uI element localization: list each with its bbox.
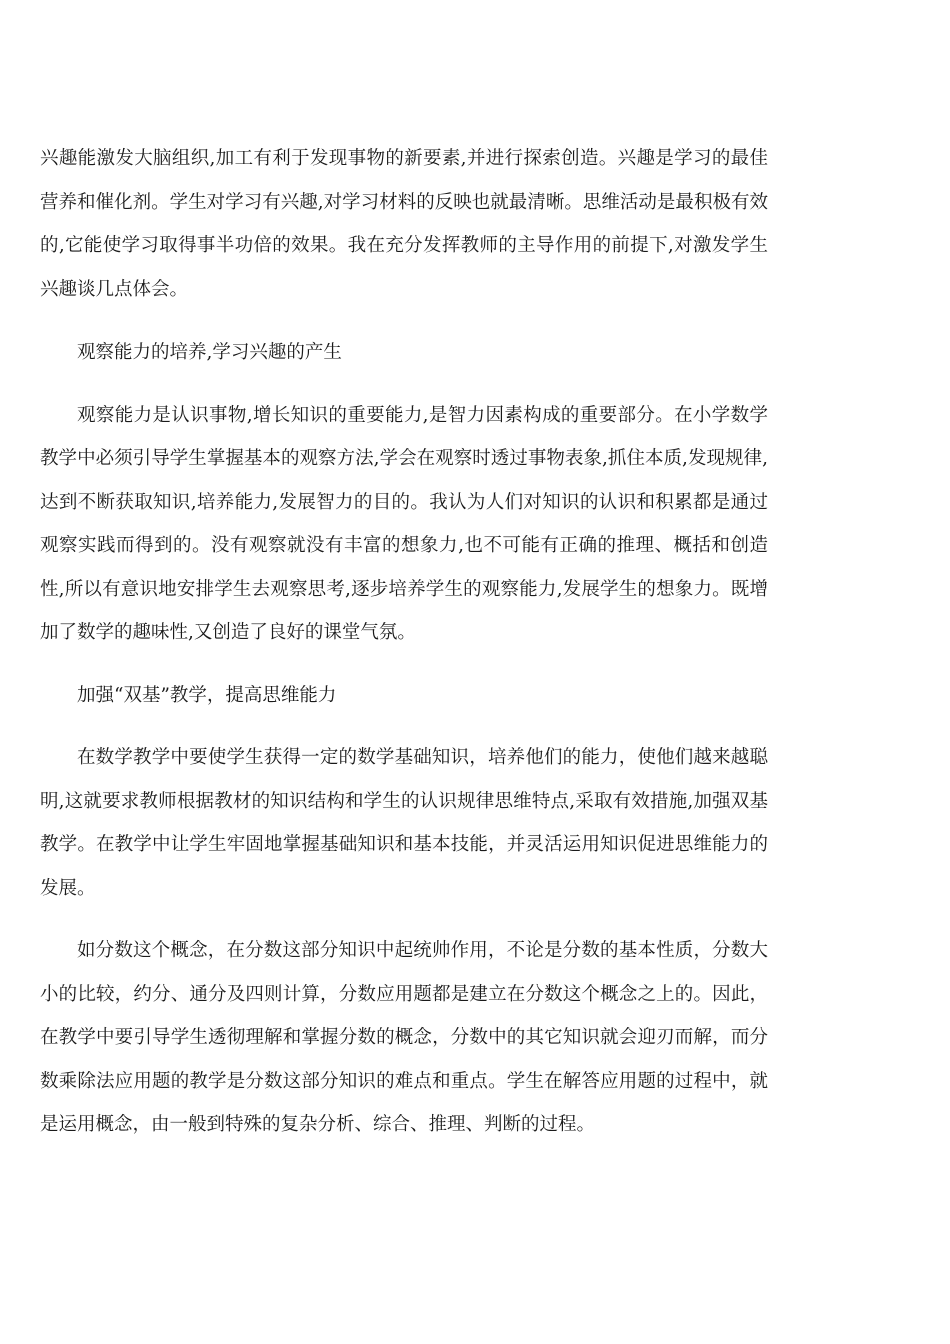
paragraph-intro: 兴趣能激发大脑组织,加工有利于发现事物的新要素,并进行探索创造。兴趣是学习的最佳营养和催化剂。学生对学习有兴趣,对学习材料的反映也就最清晰。思维活动是最积极有效的,它能使学习取得事半功倍的效果。我在充分发挥教师的主导作用的前提下,对激发学生兴趣谈几点体会。 [40, 148, 768, 300]
section-heading-double-basics: 加强“双基”教学，提高思维能力 [77, 684, 337, 706]
paragraph-double-basics: 在数学教学中要使学生获得一定的数学基础知识，培养他们的能力，使他们越来越聪明,这就要求教师根据教材的知识结构和学生的认识规律思维特点,采取有效措施,加强双基教学。在教学中让学生牢固地掌握基础知识和基本技能，并灵活运用知识促进思维能力的发展。 [40, 747, 768, 899]
document-body [40, 137, 768, 1147]
paragraph-fractions: 如分数这个概念，在分数这部分知识中起统帅作用，不论是分数的基本性质，分数大小的比较，约分、通分及四则计算，分数应用题都是建立在分数这个概念之上的。因此，在教学中要引导学生透彻理解和掌握分数的概念，分数中的其它知识就会迎刃而解，而分数乘除法应用题的教学是分数这部分知识的难点和重点。学生在解答应用题的过程中，就是运用概念，由一般到特殊的复杂分析、综合、推理、判断的过程。 [40, 940, 768, 1135]
section-heading-observation: 观察能力的培养,学习兴趣的产生 [77, 342, 342, 363]
paragraph-observation: 观察能力是认识事物,增长知识的重要能力,是智力因素构成的重要部分。在小学数学教学中必须引导学生掌握基本的观察方法,学会在观察时透过事物表象,抓住本质,发现规律,达到不断获取知识,培养能力,发展智力的目的。我认为人们对知识的认识和积累都是通过观察实践而得到的。没有观察就没有丰富的想象力,也不可能有正确的推理、概括和创造性,所以有意识地安排学生去观察思考,逐步培养学生的观察能力,发展学生的想象力。既增加了数学的趣味性,又创造了良好的课堂气氛。 [40, 404, 768, 643]
